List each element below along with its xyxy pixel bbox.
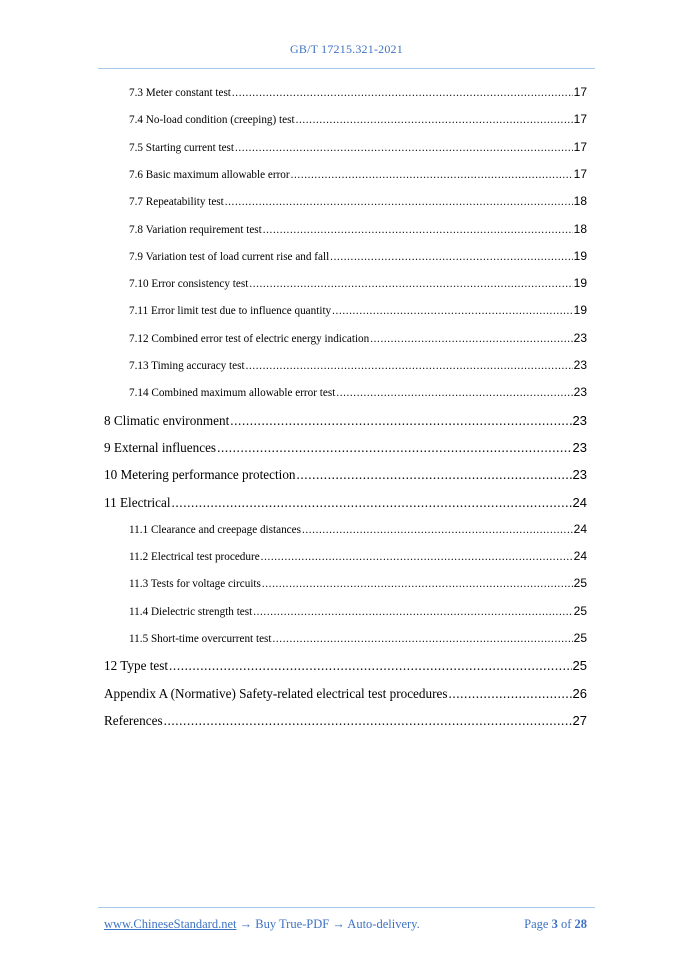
- website-link[interactable]: www.ChineseStandard.net: [104, 917, 237, 931]
- toc-entry-title: References: [104, 712, 163, 728]
- toc-entry[interactable]: [129, 112, 587, 126]
- toc-entry[interactable]: [129, 194, 587, 208]
- toc-entry[interactable]: [129, 85, 587, 99]
- toc-dot-leader: [273, 633, 573, 645]
- toc-entry[interactable]: [129, 331, 587, 345]
- toc-entry[interactable]: [129, 576, 587, 590]
- page-of: of: [560, 917, 572, 931]
- toc-dot-leader: [249, 278, 572, 290]
- toc-entry-page: 18: [573, 194, 587, 209]
- toc-entry-page: 24: [573, 549, 587, 564]
- toc-entry-title: Appendix A (Normative) Safety-related electrical test procedures: [104, 685, 448, 701]
- toc-entry[interactable]: [129, 303, 587, 317]
- toc-entry[interactable]: [104, 686, 587, 702]
- toc-dot-leader: [302, 524, 573, 536]
- toc-entry-title: 7.3 Meter constant test: [129, 87, 231, 99]
- toc-entry-title: 11.4 Dielectric strength test: [129, 605, 253, 618]
- toc-entry[interactable]: [129, 631, 587, 645]
- toc-dot-leader: [262, 578, 573, 590]
- toc-dot-leader: [330, 251, 572, 263]
- page-number: [524, 917, 587, 932]
- page-total: 28: [574, 917, 587, 931]
- toc-dot-leader: [291, 169, 573, 181]
- toc-dot-leader: [370, 333, 572, 345]
- toc-entry-title: 7.11 Error limit test due to influence quantity: [129, 305, 332, 318]
- toc-entry[interactable]: [129, 222, 587, 236]
- toc-entry-page: 25: [573, 603, 587, 618]
- toc-entry-page: 23: [573, 358, 587, 372]
- toc-entry-page: 23: [572, 467, 587, 483]
- page-current: 3: [551, 917, 558, 931]
- toc-dot-leader: [261, 551, 573, 563]
- toc-entry-title: 8 Climatic environment: [104, 412, 230, 428]
- header-rule: [98, 68, 595, 69]
- toc-entry[interactable]: [104, 413, 587, 429]
- toc-dot-leader: [225, 196, 573, 208]
- page-footer: [104, 917, 587, 932]
- toc-entry-title: 7.8 Variation requirement test: [129, 223, 262, 236]
- toc-entry-page: 23: [572, 439, 587, 455]
- toc-entry-title: 7.12 Combined error test of electric energy indication: [129, 332, 370, 345]
- toc-entry-page: 17: [573, 85, 587, 99]
- toc-dot-leader: [232, 87, 573, 99]
- toc-entry-page: 23: [573, 385, 587, 400]
- page-label: Page: [524, 917, 549, 931]
- toc-entry[interactable]: [104, 495, 587, 511]
- toc-entry[interactable]: [129, 167, 587, 181]
- toc-dot-leader: [230, 413, 571, 429]
- toc-entry-page: 23: [573, 330, 587, 345]
- toc-entry-page: 18: [573, 221, 587, 236]
- toc-entry-page: 19: [573, 248, 587, 263]
- toc-dot-leader: [164, 713, 572, 729]
- toc-entry-title: 7.14 Combined maximum allowable error test: [129, 387, 336, 400]
- toc-entry-title: 10 Metering performance protection: [104, 467, 296, 483]
- toc-entry-title: 7.5 Starting current test: [129, 141, 235, 154]
- toc-dot-leader: [235, 142, 573, 154]
- toc-entry-page: 27: [572, 712, 587, 728]
- toc-entry[interactable]: [129, 276, 587, 290]
- toc-entry-title: 7.6 Basic maximum allowable error: [129, 168, 290, 181]
- toc-entry-title: 7.7 Repeatability test: [129, 196, 224, 209]
- toc-dot-leader: [169, 658, 572, 674]
- toc-entry-page: 24: [573, 521, 587, 536]
- toc-entry[interactable]: [129, 604, 587, 618]
- toc-dot-leader: [246, 360, 573, 372]
- toc-entry-page: 25: [572, 658, 587, 674]
- toc-entry-page: 19: [573, 276, 587, 291]
- toc-entry-title: 7.10 Error consistency test: [129, 278, 249, 291]
- footer-rule: [98, 907, 595, 908]
- toc-entry[interactable]: [104, 440, 587, 456]
- toc-entry-page: 17: [573, 166, 587, 181]
- toc-entry[interactable]: [129, 358, 587, 372]
- toc-entry[interactable]: [104, 658, 587, 674]
- toc-entry-page: 23: [572, 412, 587, 428]
- toc-dot-leader: [217, 440, 571, 456]
- toc-dot-leader: [297, 467, 572, 483]
- toc-dot-leader: [332, 305, 572, 317]
- toc-entry-title: 11.1 Clearance and creepage distances: [129, 523, 301, 536]
- toc-dot-leader: [336, 387, 572, 399]
- toc-entry-page: 17: [573, 112, 587, 127]
- toc-entry-page: 26: [572, 685, 587, 701]
- toc-dot-leader: [253, 606, 572, 618]
- toc-dot-leader: [448, 686, 571, 702]
- toc-entry-title: 11.3 Tests for voltage circuits: [129, 578, 261, 591]
- toc-entry-title: 11 Electrical: [104, 494, 171, 510]
- toc-entry-page: 24: [572, 494, 587, 510]
- toc-dot-leader: [172, 495, 572, 511]
- toc-entry-page: 19: [573, 303, 587, 318]
- toc-entry[interactable]: [129, 549, 587, 563]
- running-header: GB/T 17215.321-2021: [290, 42, 403, 56]
- footer-promo: → Buy True-PDF → Auto-delivery.: [239, 917, 420, 931]
- toc-entry[interactable]: [129, 140, 587, 154]
- toc-entry-title: 7.4 No-load condition (creeping) test: [129, 114, 295, 127]
- toc-entry-title: 11.5 Short-time overcurrent test: [129, 633, 272, 645]
- toc-entry[interactable]: [129, 522, 587, 536]
- toc-entry-title: 7.9 Variation test of load current rise and fall: [129, 250, 330, 263]
- toc-dot-leader: [263, 224, 573, 236]
- toc-entry-title: 11.2 Electrical test procedure: [129, 551, 260, 564]
- toc-entry-page: 25: [573, 631, 587, 645]
- footer-left: [104, 917, 420, 932]
- toc-entry-title: 7.13 Timing accuracy test: [129, 360, 245, 372]
- toc-entry[interactable]: [129, 385, 587, 399]
- toc-entry[interactable]: [129, 249, 587, 263]
- toc-entry-title: 12 Type test: [104, 658, 169, 674]
- toc-entry-title: 9 External influences: [104, 439, 217, 455]
- toc-entry-page: 25: [573, 576, 587, 591]
- toc-entry[interactable]: [104, 713, 587, 729]
- toc-entry[interactable]: [104, 467, 587, 483]
- toc-dot-leader: [296, 114, 573, 126]
- toc-entry-page: 17: [573, 139, 587, 154]
